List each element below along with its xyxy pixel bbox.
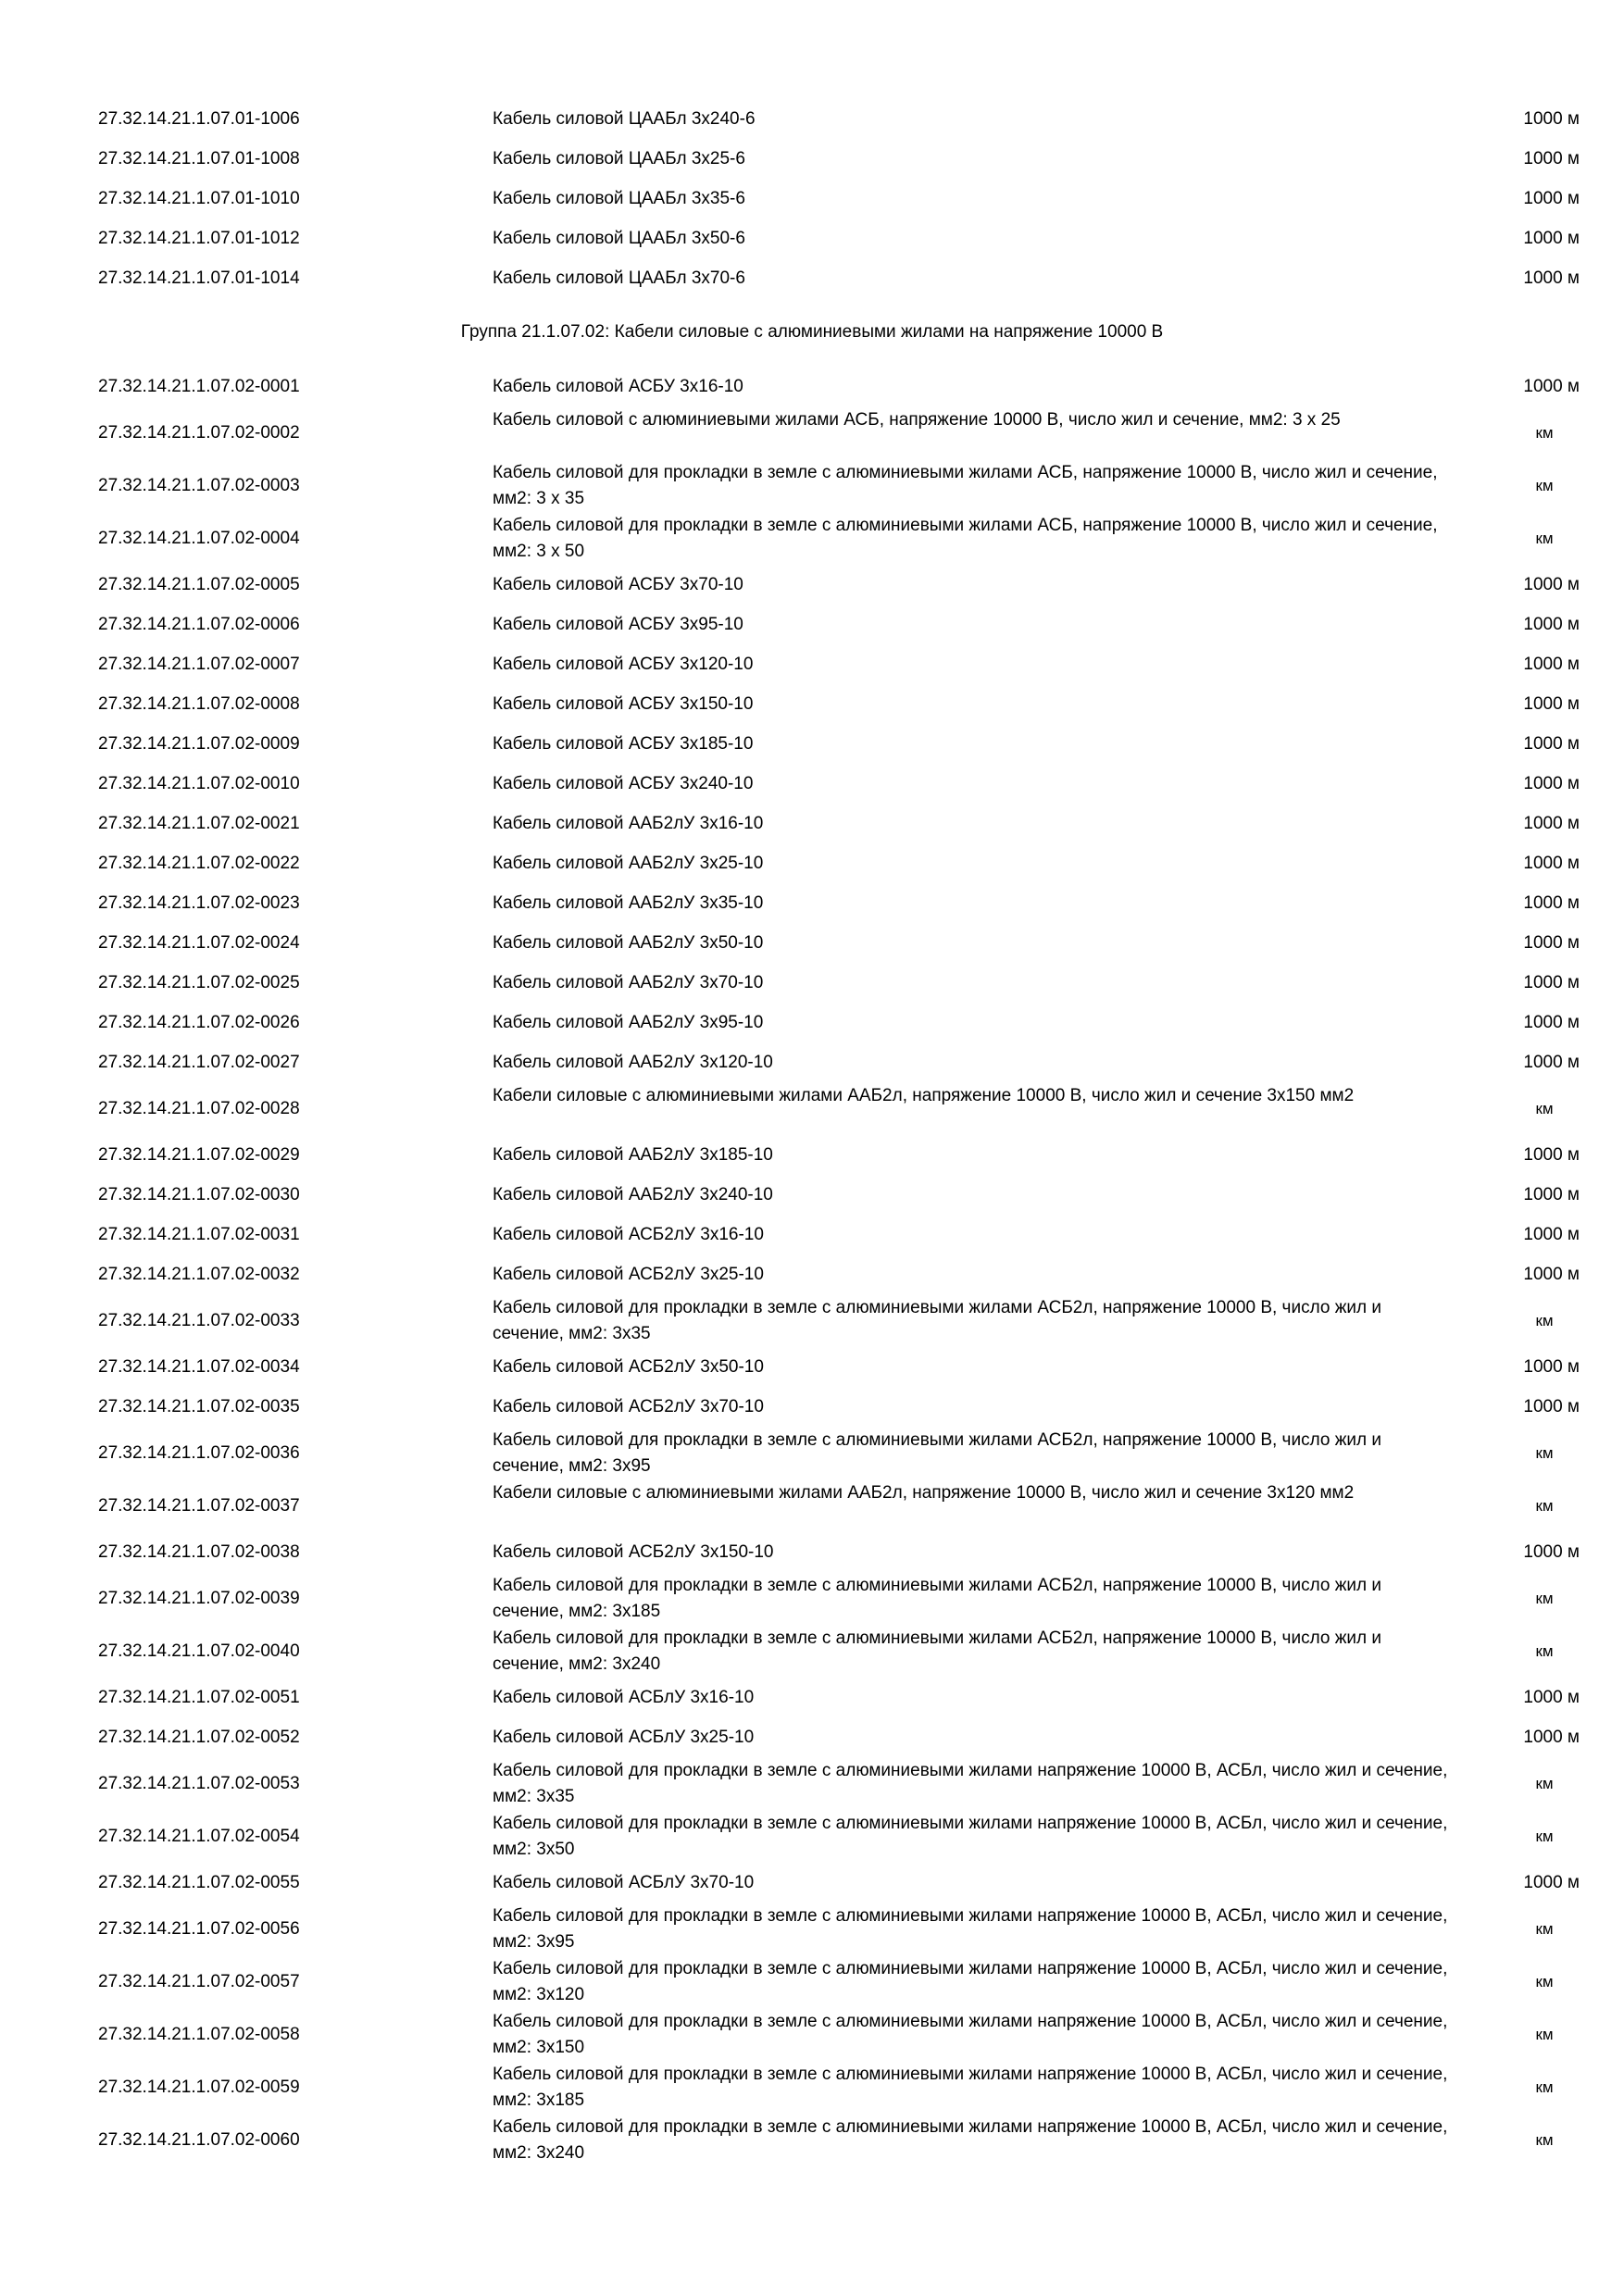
table-row: [0, 1573, 1624, 1625]
unit-of-measure: км: [1535, 1444, 1554, 1462]
table-row: [0, 1685, 1624, 1711]
unit-of-measure: 1000 м: [1523, 893, 1580, 913]
table-row: [0, 1626, 1624, 1678]
resource-name: Кабель силовой для прокладки в земле с алюминиевыми жилами напряжение 10000 В, АСБл, число жил и сечение, мм2: 3х240: [493, 2117, 1448, 2163]
table-row: [0, 930, 1624, 956]
table-row: [0, 851, 1624, 877]
resource-code: 27.32.14.21.1.07.02-0002: [98, 423, 300, 443]
resource-name: Кабель силовой для прокладки в земле с алюминиевыми жилами напряжение 10000 В, АСБл, число жил и сечение, мм2: 3х185: [493, 2065, 1448, 2110]
table-row: [0, 2062, 1624, 2114]
table-row: [0, 811, 1624, 837]
unit-of-measure: 1000 м: [1523, 149, 1580, 168]
table-row: [0, 1182, 1624, 1208]
resource-name: Кабель силовой ААБ2лУ 3х240-10: [493, 1185, 773, 1204]
resource-name: Кабели силовые с алюминиевыми жилами ААБ2л, напряжение 10000 В, число жил и сечение 3х150 мм2: [493, 1086, 1355, 1105]
table-row: [0, 1262, 1624, 1288]
resource-code: 27.32.14.21.1.07.02-0027: [98, 1053, 300, 1072]
unit-of-measure: 1000 м: [1523, 189, 1580, 208]
unit-of-measure: 1000 м: [1523, 1225, 1580, 1244]
unit-of-measure: 1000 м: [1523, 1688, 1580, 1707]
unit-of-measure: км: [1535, 424, 1554, 442]
resource-code: 27.32.14.21.1.07.02-0030: [98, 1185, 300, 1204]
unit-of-measure: 1000 м: [1523, 1013, 1580, 1032]
resource-name: Кабель силовой для прокладки в земле с алюминиевыми жилами АСБ2л, напряжение 10000 В, число жил и сечение, мм2: 3х95: [493, 1430, 1382, 1476]
table-row: [0, 513, 1624, 565]
table-row: [0, 1394, 1624, 1420]
table-row: [0, 266, 1624, 292]
resource-name: Кабель силовой для прокладки в земле с алюминиевыми жилами напряжение 10000 В, АСБл, число жил и сечение, мм2: 3х150: [493, 2012, 1448, 2057]
resource-code: 27.32.14.21.1.07.02-0055: [98, 1873, 300, 1892]
unit-of-measure: 1000 м: [1523, 1397, 1580, 1416]
unit-of-measure: 1000 м: [1523, 1185, 1580, 1204]
resource-name: Кабель силовой АСБ2лУ 3х50-10: [493, 1357, 764, 1377]
resource-name: Кабель силовой АСБлУ 3х25-10: [493, 1728, 755, 1747]
unit-of-measure: км: [1535, 1497, 1554, 1515]
resource-code: 27.32.14.21.1.07.02-0052: [98, 1728, 300, 1747]
unit-of-measure: 1000 м: [1523, 229, 1580, 248]
unit-of-measure: 1000 м: [1523, 774, 1580, 793]
resource-code: 27.32.14.21.1.07.02-0053: [98, 1774, 300, 1793]
unit-of-measure: 1000 м: [1523, 655, 1580, 674]
table-row: [0, 652, 1624, 678]
unit-of-measure: 1000 м: [1523, 615, 1580, 634]
table-row: [0, 572, 1624, 598]
unit-of-measure: км: [1535, 1973, 1554, 1990]
unit-of-measure: 1000 м: [1523, 734, 1580, 754]
resource-name: Кабель силовой АСБ2лУ 3х16-10: [493, 1225, 764, 1244]
table-row: [0, 1050, 1624, 1076]
resource-code: 27.32.14.21.1.07.01-1006: [98, 109, 300, 129]
resource-name: Кабель силовой АСБУ 3х240-10: [493, 774, 754, 793]
resource-code: 27.32.14.21.1.07.02-0056: [98, 1919, 300, 1939]
table-row: [0, 1903, 1624, 1955]
resource-code: 27.32.14.21.1.07.02-0001: [98, 377, 300, 396]
resource-name: Кабель силовой для прокладки в земле с алюминиевыми жилами напряжение 10000 В, АСБл, число жил и сечение, мм2: 3х35: [493, 1761, 1448, 1806]
unit-of-measure: 1000 м: [1523, 377, 1580, 396]
resource-name: Кабель силовой АСБУ 3х185-10: [493, 734, 754, 754]
resource-code: 27.32.14.21.1.07.02-0057: [98, 1972, 300, 1991]
resource-code: 27.32.14.21.1.07.02-0005: [98, 575, 300, 594]
unit-of-measure: км: [1535, 2026, 1554, 2043]
table-row: [0, 1758, 1624, 1810]
table-row: [0, 612, 1624, 638]
unit-of-measure: 1000 м: [1523, 1873, 1580, 1892]
resource-name: Кабель силовой АСБУ 3х120-10: [493, 655, 754, 674]
resource-name: Кабель силовой ААБ2лУ 3х120-10: [493, 1053, 773, 1072]
resource-code: 27.32.14.21.1.07.02-0051: [98, 1688, 300, 1707]
resource-code: 27.32.14.21.1.07.02-0037: [98, 1496, 300, 1516]
table-row: [0, 1083, 1624, 1135]
unit-of-measure: 1000 м: [1523, 694, 1580, 714]
resource-code: 27.32.14.21.1.07.02-0008: [98, 694, 300, 714]
table-row: [0, 1811, 1624, 1863]
table-row: [0, 106, 1624, 132]
unit-of-measure: км: [1535, 1312, 1554, 1329]
table-row: [0, 891, 1624, 917]
table-row: [0, 1956, 1624, 2008]
unit-of-measure: 1000 м: [1523, 1542, 1580, 1562]
unit-of-measure: 1000 м: [1523, 1145, 1580, 1165]
resource-code: 27.32.14.21.1.07.02-0007: [98, 655, 300, 674]
unit-of-measure: 1000 м: [1523, 1357, 1580, 1377]
resource-name: Кабель силовой ААБ2лУ 3х185-10: [493, 1145, 773, 1165]
table-row: [0, 146, 1624, 172]
unit-of-measure: км: [1535, 1590, 1554, 1607]
resource-code: 27.32.14.21.1.07.02-0038: [98, 1542, 300, 1562]
resource-code: 27.32.14.21.1.07.02-0024: [98, 933, 300, 953]
resource-code: 27.32.14.21.1.07.02-0059: [98, 2078, 300, 2097]
resource-name: Кабель силовой ЦААБл 3х50-6: [493, 229, 745, 248]
resource-name: Кабели силовые с алюминиевыми жилами ААБ2л, напряжение 10000 В, число жил и сечение 3х120 мм2: [493, 1483, 1355, 1503]
resource-code: 27.32.14.21.1.07.02-0029: [98, 1145, 300, 1165]
unit-of-measure: 1000 м: [1523, 109, 1580, 129]
resource-name: Кабель силовой ЦААБл 3х25-6: [493, 149, 745, 168]
resource-name: Кабель силовой для прокладки в земле с алюминиевыми жилами АСБ2л, напряжение 10000 В, число жил и сечение, мм2: 3х185: [493, 1576, 1382, 1621]
unit-of-measure: 1000 м: [1523, 1265, 1580, 1284]
resource-name: Кабель силовой АСБУ 3х16-10: [493, 377, 743, 396]
resource-name: Кабель силовой с алюминиевыми жилами АСБ, напряжение 10000 В, число жил и сечение, мм2: 3 х 25: [493, 410, 1341, 430]
table-row: [0, 226, 1624, 252]
resource-code: 27.32.14.21.1.07.02-0031: [98, 1225, 300, 1244]
resource-name: Кабель силовой АСБ2лУ 3х25-10: [493, 1265, 764, 1284]
table-row: [0, 1540, 1624, 1566]
table-row: [0, 407, 1624, 459]
resource-code: 27.32.14.21.1.07.02-0025: [98, 973, 300, 992]
resource-name: Кабель силовой для прокладки в земле с алюминиевыми жилами АСБ2л, напряжение 10000 В, число жил и сечение, мм2: 3х35: [493, 1298, 1382, 1343]
unit-of-measure: 1000 м: [1523, 973, 1580, 992]
table-row: [0, 460, 1624, 512]
resource-name: Кабель силовой ААБ2лУ 3х16-10: [493, 814, 764, 833]
table-row: [0, 1222, 1624, 1248]
table-row: [0, 692, 1624, 718]
resource-name: Кабель силовой для прокладки в земле с алюминиевыми жилами АСБ2л, напряжение 10000 В, число жил и сечение, мм2: 3х240: [493, 1628, 1382, 1674]
resource-code: 27.32.14.21.1.07.02-0034: [98, 1357, 300, 1377]
resource-code: 27.32.14.21.1.07.02-0028: [98, 1099, 300, 1118]
unit-of-measure: 1000 м: [1523, 268, 1580, 288]
resource-name: Кабель силовой для прокладки в земле с алюминиевыми жилами АСБ, напряжение 10000 В, число жил и сечение, мм2: 3 х 35: [493, 463, 1438, 508]
unit-of-measure: 1000 м: [1523, 1728, 1580, 1747]
table-row: [0, 1480, 1624, 1532]
unit-of-measure: 1000 м: [1523, 854, 1580, 873]
resource-code: 27.32.14.21.1.07.02-0010: [98, 774, 300, 793]
resource-name: Кабель силовой ААБ2лУ 3х25-10: [493, 854, 764, 873]
resource-code: 27.32.14.21.1.07.02-0006: [98, 615, 300, 634]
resource-name: Кабель силовой АСБлУ 3х70-10: [493, 1873, 755, 1892]
table-row: [0, 374, 1624, 400]
unit-of-measure: км: [1535, 2131, 1554, 2149]
resource-name: Кабель силовой АСБ2лУ 3х150-10: [493, 1542, 774, 1562]
resource-name: Кабель силовой для прокладки в земле с алюминиевыми жилами напряжение 10000 В, АСБл, число жил и сечение, мм2: 3х120: [493, 1959, 1448, 2004]
resource-code: 27.32.14.21.1.07.02-0023: [98, 893, 300, 913]
table-row: [0, 771, 1624, 797]
unit-of-measure: км: [1535, 1775, 1554, 1792]
table-row: [0, 1428, 1624, 1479]
resource-code: 27.32.14.21.1.07.02-0035: [98, 1397, 300, 1416]
table-row: [0, 2009, 1624, 2061]
resource-name: Кабель силовой ААБ2лУ 3х95-10: [493, 1013, 764, 1032]
unit-of-measure: 1000 м: [1523, 814, 1580, 833]
table-row: [0, 970, 1624, 996]
resource-code: 27.32.14.21.1.07.02-0036: [98, 1443, 300, 1463]
resource-code: 27.32.14.21.1.07.02-0054: [98, 1827, 300, 1846]
resource-name: Кабель силовой АСБУ 3х70-10: [493, 575, 743, 594]
resource-code: 27.32.14.21.1.07.01-1010: [98, 189, 300, 208]
resource-code: 27.32.14.21.1.07.02-0058: [98, 2025, 300, 2044]
resource-name: Кабель силовой АСБлУ 3х16-10: [493, 1688, 755, 1707]
unit-of-measure: км: [1535, 1920, 1554, 1938]
table-row: [0, 1354, 1624, 1380]
unit-of-measure: км: [1535, 530, 1554, 547]
table-row: [0, 1295, 1624, 1347]
table-row: [0, 1870, 1624, 1896]
resource-code: 27.32.14.21.1.07.01-1008: [98, 149, 300, 168]
resource-code: 27.32.14.21.1.07.02-0009: [98, 734, 300, 754]
resource-code: 27.32.14.21.1.07.02-0040: [98, 1641, 300, 1661]
unit-of-measure: км: [1535, 2078, 1554, 2096]
resource-name: Кабель силовой ААБ2лУ 3х50-10: [493, 933, 764, 953]
unit-of-measure: 1000 м: [1523, 575, 1580, 594]
resource-name: Кабель силовой для прокладки в земле с алюминиевыми жилами напряжение 10000 В, АСБл, число жил и сечение, мм2: 3х95: [493, 1906, 1448, 1952]
resource-name: Кабель силовой ААБ2лУ 3х70-10: [493, 973, 764, 992]
resource-code: 27.32.14.21.1.07.02-0004: [98, 529, 300, 548]
resource-code: 27.32.14.21.1.07.01-1012: [98, 229, 300, 248]
unit-of-measure: 1000 м: [1523, 933, 1580, 953]
unit-of-measure: км: [1535, 1100, 1554, 1117]
table-row: [0, 1142, 1624, 1168]
resource-code: 27.32.14.21.1.07.02-0039: [98, 1589, 300, 1608]
table-row: [0, 731, 1624, 757]
resource-name: Кабель силовой ААБ2лУ 3х35-10: [493, 893, 764, 913]
unit-of-measure: км: [1535, 1642, 1554, 1660]
resource-code: 27.32.14.21.1.07.02-0060: [98, 2130, 300, 2150]
resource-code: 27.32.14.21.1.07.02-0021: [98, 814, 300, 833]
group-heading: Группа 21.1.07.02: Кабели силовые с алюминиевыми жилами на напряжение 10000 В: [460, 322, 1164, 342]
resource-code: 27.32.14.21.1.07.02-0026: [98, 1013, 300, 1032]
resource-name: Кабель силовой АСБУ 3х95-10: [493, 615, 743, 634]
resource-name: Кабель силовой ЦААБл 3х35-6: [493, 189, 745, 208]
table-row: [0, 1725, 1624, 1751]
resource-name: Кабель силовой АСБ2лУ 3х70-10: [493, 1397, 764, 1416]
table-row: [0, 2115, 1624, 2166]
table-row: [0, 1010, 1624, 1036]
unit-of-measure: 1000 м: [1523, 1053, 1580, 1072]
resource-code: 27.32.14.21.1.07.02-0022: [98, 854, 300, 873]
resource-name: Кабель силовой АСБУ 3х150-10: [493, 694, 754, 714]
resource-name: Кабель силовой для прокладки в земле с алюминиевыми жилами напряжение 10000 В, АСБл, число жил и сечение, мм2: 3х50: [493, 1814, 1448, 1859]
resource-name: Кабель силовой для прокладки в земле с алюминиевыми жилами АСБ, напряжение 10000 В, число жил и сечение, мм2: 3 х 50: [493, 516, 1438, 561]
unit-of-measure: км: [1535, 477, 1554, 494]
resource-name: Кабель силовой ЦААБл 3х70-6: [493, 268, 745, 288]
resource-name: Кабель силовой ЦААБл 3х240-6: [493, 109, 756, 129]
unit-of-measure: км: [1535, 1828, 1554, 1845]
table-row: [0, 186, 1624, 212]
resource-code: 27.32.14.21.1.07.02-0033: [98, 1311, 300, 1330]
resource-code: 27.32.14.21.1.07.01-1014: [98, 268, 300, 288]
resource-code: 27.32.14.21.1.07.02-0032: [98, 1265, 300, 1284]
resource-code: 27.32.14.21.1.07.02-0003: [98, 476, 300, 495]
